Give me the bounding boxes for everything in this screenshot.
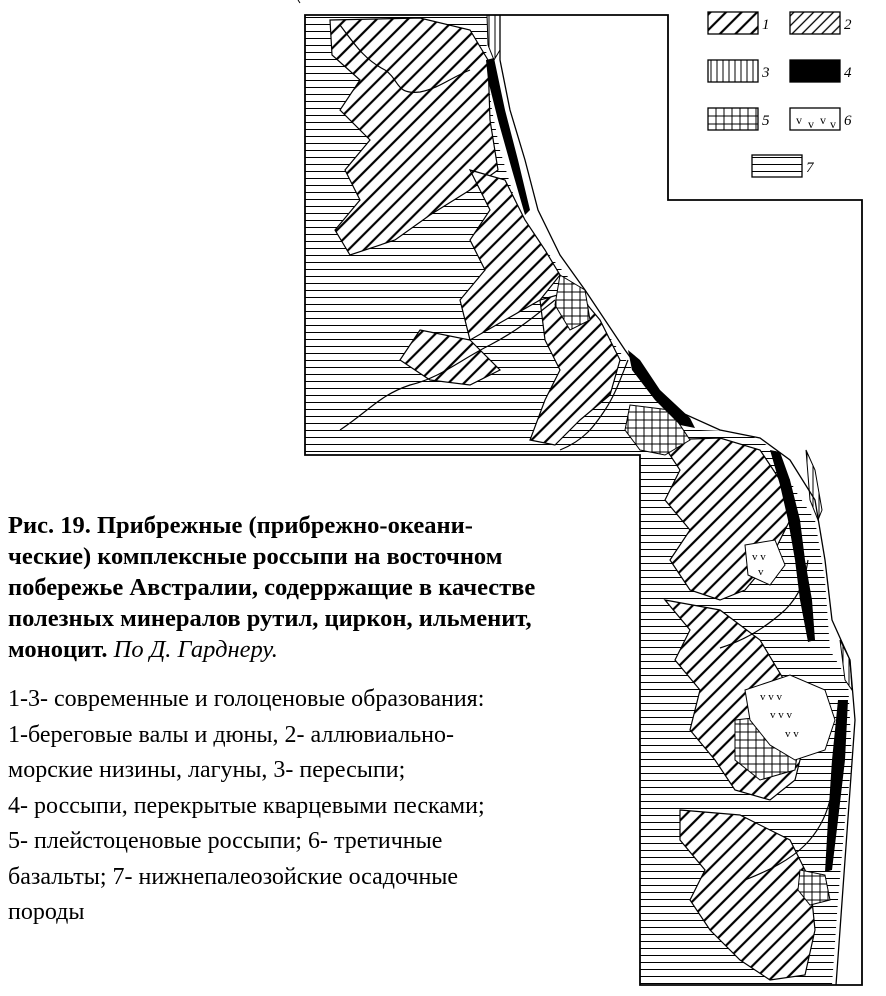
- legend-num-3: 3: [762, 65, 770, 81]
- figure-caption: [8, 510, 648, 665]
- map-legend: [708, 12, 852, 177]
- legend-swatch-3: [708, 60, 758, 82]
- legend-num-1: 1: [762, 17, 770, 33]
- legend-swatch-6-symbols: v: [830, 117, 836, 131]
- legend-swatch-1: [708, 12, 758, 34]
- legend-num-7: 7: [806, 160, 814, 176]
- legend-swatch-5: [708, 108, 758, 130]
- svg-text:v v v: v v v: [760, 691, 782, 703]
- legend-num-6: 6: [844, 113, 852, 129]
- legend-swatch-2: [790, 12, 840, 34]
- legend-num-2: 2: [844, 17, 852, 33]
- legend-line: базальты; 7- нижнепалеозойские осадочные: [8, 863, 459, 890]
- legend-line: 4- россыпи, перекрытые кварцевыми песками;: [8, 792, 485, 819]
- legend-swatch-7: [752, 155, 802, 177]
- caption-title-line: ческие) комплексные россыпи на восточном: [8, 543, 503, 570]
- caption-title-line: моноцит.: [8, 636, 108, 663]
- caption-title-line: побережье Австралии, содерржащие в качестве: [8, 574, 536, 601]
- caption-title-line: Прибрежные (прибрежно-океани-: [90, 512, 473, 539]
- legend-description: [8, 682, 648, 931]
- legend-line: морские низины, лагуны, 3- пересыпи;: [8, 757, 406, 783]
- caption-title-line: полезных минералов рутил, циркон, ильменит,: [8, 605, 532, 632]
- svg-text:v v v: v v v: [770, 709, 792, 721]
- legend-swatch-6-symbols: v: [808, 117, 814, 131]
- legend-line: 1-3- современные и голоценовые образования:: [8, 686, 485, 712]
- caption-author: По Д. Гарднеру.: [113, 636, 278, 663]
- legend-num-5: 5: [762, 113, 770, 129]
- top-tick: [298, 0, 300, 3]
- legend-line: 5- плейстоценовые россыпи; 6- третичные: [8, 828, 443, 854]
- legend-swatch-6-symbols: v: [820, 113, 826, 127]
- svg-text:v v: v v: [785, 728, 799, 740]
- legend-swatch-4: [790, 60, 840, 82]
- svg-text:v v: v v: [752, 551, 766, 563]
- legend-swatch-6-symbols: v: [796, 113, 802, 127]
- legend-num-4: 4: [844, 65, 852, 81]
- svg-text:v: v: [758, 566, 764, 578]
- legend-line: породы: [8, 899, 85, 925]
- figure-label: Рис. 19.: [8, 512, 91, 539]
- legend-line: 1-береговые валы и дюны, 2- аллювиально-: [8, 721, 455, 748]
